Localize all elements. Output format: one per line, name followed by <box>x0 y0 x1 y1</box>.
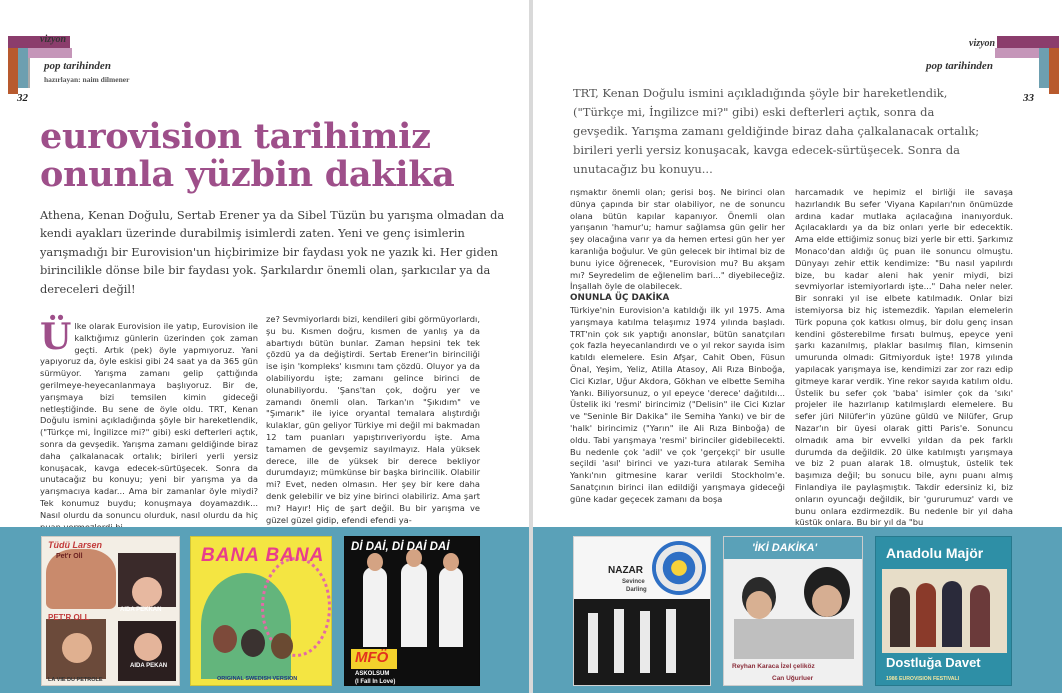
cover-1-line-6: LA VIE DU PETROLE <box>48 677 103 683</box>
left-page <box>0 0 529 693</box>
cover-1-line-4: PET'R OLL <box>48 613 90 622</box>
column-1-text: lke olarak Eurovision ile yatıp, Eurovision ile kalktığımız günlerin üzerinden çok zaman geçti. Artık (pek) öyle yapmıyoruz. Yani yapıyoruz da, öyle eskisi gibi 24 saat ya da 365 gün sürmüyor. Yarışma zamanı gelip çattığında gerilmeye-heyecanlanmaya başlıyoruz. Bir de, yarışmaya bizi temsilen kimin gideceği netleştiğinde. Bu sene de öyle oldu. TRT, Kenan Doğulu ismini açıkladığında şöyle bir hareketlendik, ("Türkçe mi, İngilizce mi?" gibi) eski defterleri açtık, sonra da gevşedik. Yarışma zamanı geldiğinde biraz daha çalkalanacak ortalık; birileri yerli yersiz konuşacak, kavga edecek-sürtüşecek. Sonra da unutacağız bu konuyu; yeni bir yarışma ya da yarışmacıya kadar... Ama bir zamanlar öyle miydi? Tek konumuz buydu; konuşmaya doyamazdık... Nasıl olurdu da sonuncu olurduk, nasıl olurdu da hiç <box>40 321 258 520</box>
column-3-text-b: Türkiye'nin Eurovision'a katıldığı ilk yıl 1975. Ama yarışmaya katılma telaşımız 1974 yılında başladı. TRT'nin çok sık yaptığı anonslar, bütün sanatçıları çok fazla heyecanlandırdı ve o yıl rekor sayıda isim katıldı elemelere. Esin Afşar, Cahit Oben, Füsun Önal, Yeşim, Yeliz, Atilla Atasoy, Ali Rıza Binboğa, Cici Kızlar, Uğur Akdora, Gökhan ve elbette Semiha Yankı. Biliyorsunuz, o yıl epeyce 'derece' dağıtıldı... Üstelik iki 'resmi' birincimiz ("Delisin" ile Cici Kızlar ve "Seninle Bir Dakika" ile Semiha Yankı) ve bir de 'halk' birincimiz ("Yarın" ile Ali Rıza Binboğa) de oldu. Tabi yarışmaya 'resmi' birinciler gidebilecekti. Bu nedenle çok 'adil' ve çok 'gerçekçi' bir usulle seçildi 'asıl' birinci ve yazı-tura atılarak Semiha Yankı'nın gitmesine karar verildi Stockholm'e. Sanatçının birinci ilan edildiği yarışmaya gideceği güne kadar geçecek zamanı da boşa <box>570 304 785 504</box>
cover-4-song: Sevince <box>622 579 645 585</box>
drop-cap: Ü <box>40 316 72 358</box>
series-label: pop tarihinden <box>44 60 111 72</box>
cover-2-subtitle: ORIGINAL SWEDISH VERSION <box>217 676 298 682</box>
cover-6-band: Anadolu Majör <box>886 545 984 561</box>
title-line-1: eurovision tarihimiz <box>40 116 431 157</box>
page-title <box>40 118 455 194</box>
cover-3-title: Dİ DAİ, Dİ DAİ DAİ <box>351 541 450 553</box>
section-label: vizyon <box>40 34 67 45</box>
album-cover-di-dai-di-dai-dai <box>344 536 480 686</box>
cover-3-band: MFÖ <box>355 649 389 666</box>
intro-paragraph: Athena, Kenan Doğulu, Sertab Erener ya da Sibel Tüzün bu yarışma olmadan da kendi ayakları üzerinde durabilmiş isimlerdi zaten. Yeni ve genç isimlerin yarışmadığı bir Eurovision'un hiçbirimize bir faydası yok ne yazık ki. Her giden birincilikle dönse bile bir faydası yok. Şarkılardır önemli olan, şarkıcılar ya da dereceleri değil! <box>40 208 505 296</box>
cover-5-title: 'İKİ DAKİKA' <box>752 542 818 554</box>
subheading-onunla-uc-dakika: ONUNLA ÜÇ DAKİKA <box>570 293 670 304</box>
album-cover-bana-bana <box>190 536 332 686</box>
body-column-2: ze? Sevmiyorlardı bizi, kendileri gibi görmüyorlardı, şu bu. Kısmen doğru, kısmen de yanlış ya da abartıydı bütün bunlar. Zaman hepsini tek tek çözdü ya da değiştirdi. Sertab Erener'in birinciliği ise işin 'kompleks' kısmını tam çözdü. Oluyor ya da olabiliyordu işte; zamanı gelince birinci de olunabiliyordu. 'Şans'tan çok, doğru yer ve zamandı önemli olan. Tarkan'ın "Şıkıdım" ve "Şımarık" ile iyice oryantal temalara alıştırdığı kulaklar, gün geliyor Türkiye mi değil mi bakmadan 12 tam puanları yapıştırıveriyordu işte. Ama tamamen de gevşemiz sayılmayız. Hala yüksek derece, ille de yüksek bir derece bekliyor durumdayız; mümkünse bir başka birincilik. Olabilir mi? Evet, neden olmasın. Her şey bir kere daha denk gelebilir ve biz yine birinci olabiliriz. Ama şart mı? Hayır! Hiç de şart değil. Bu bir yarışma ve güzel güzel gidip, efendi efendi ya- <box>266 314 480 525</box>
cover-3-subtitle: ASKOLSUM <box>355 671 390 677</box>
cover-2-title: BANA BANA <box>201 545 325 566</box>
cover-1-line-5: AIDA PEKAN <box>130 663 168 669</box>
body-column-1 <box>40 316 258 533</box>
cover-3-subtitle-2: (I Fall In Love) <box>355 679 396 685</box>
cover-1-line-3: AIDA PEKKAN <box>120 607 162 613</box>
title-line-2: onunla yüzbin dakika <box>40 154 455 195</box>
cover-1-line-1: Tüdü Larsen <box>48 540 103 550</box>
cover-4-song-2: Darling <box>626 587 647 593</box>
page-number-right: 33 <box>1023 92 1034 104</box>
column-3-text-a: rışmaktır önemli olan; gerisi boş. Ne birinci olan dünya çapında bir star olabiliyor, ne de sonuncu olana bütün kapılar kapanıyor. Önemli olan yarışanın 'hamur'u; hamur sağlamsa gün gelir her şey olacağına varır ya da hemen ertesi gün her yer karanlığa boğulur. Ve gün gelecek bir ihtimal biz de bunu iyice öğrenecek, "Eurovision mu? Bu akşam mı? Seyredelim de eğlenelim bari..." diyebileceğiz. İnşallah öyle de olabilecek. <box>570 187 785 292</box>
body-column-4: harcamadık ve hepimiz el birliği ile savaşa hazırlandık Bu sefer 'Viyana Kapıları'nın önümüzde ardına kadar mutlaka açılacağına inanıyorduk. Açılacaklardı ya da biz onları yerle bir edecektik. Ama elde ettiğimiz sonuç bizi yerle bir etti. Şarkımız Monaco'dan aldığı üç puan ile sonuncu olmuştu. Dünyayı zehir ettik kendimize: "Bu nasıl yapılırdı bize, bu kadar aleni hak yenir miydi, bizi sevmiyorlar istemiyorlardı işte..." Daha neler neler. Bir sonraki yıl ise elbete katılmadık. Onlar bizi istemiyorsa biz hiç istemezdik. Yapılan elemelerin Türk popuna çok katkısı olmuş, bir dolu genç insan kendini gösterebilme fırsatı bulmuş, epeyce yeni şarkı kazanılmış, plaklar basılmış filan, kimsenin umurunda olmadı: Gitmiyorduk işte! 1978 yılında yapılacak yarışmaya ise, kendimizi zar zor razı edip gitmeye karar verdik. Yine rekor sayıda katılım oldu. Üstelik bu sefer çok 'baba' isimler çok da 'sıkı' projeler ile hazırlanıp katılmışlardı elemelere. Bu sefer jüri Nilüfer'in yüzüne güldü ve Nilüfer, Grup Nazar'ın bir üyesi olarak gitti Paris'e. Sonuncu olmadık ama bir evvelki yıldan da pek farklı durumda da değildik. 20 ülke katılmıştı yarışmaya ve biz 2 puan alarak 18. olmuştuk, üstelik tek başımıza değil; bu sonucu bile, aynı puanı almış Finlandiya ile paylaşmıştık. Takdir edersiniz ki, biz onların oyuncağı değildik, bir 'gururumuz' vardı ve bunu onlara ezdirmezdik. Bu nedenle bir yıl daha küstük onlara. Bu bir yıl da "bu <box>795 187 1013 528</box>
album-cover-iki-dakika <box>723 536 863 686</box>
body-column-3 <box>570 187 785 506</box>
page-number-left: 32 <box>17 92 28 104</box>
album-cover-tude-larsen-aida-pekkan <box>41 536 180 686</box>
cover-1-line-2: Pet'r Oll <box>56 553 83 560</box>
corner-decoration-right <box>989 36 1059 94</box>
pull-quote: TRT, Kenan Doğulu ismini açıkladığında şöyle bir hareketlendik, ("Türkçe mi, İngilizce mi?" gibi) eski defterleri açtık, sonra da gevşedik. Yarışma zamanı geldiğinde biraz daha çalkalanacak ortalık; birileri yerli yersiz konuşacak, kavga edecek-sürtüşecek. Sonra da unutacağız bu konuyu... <box>573 86 980 176</box>
byline: hazırlayan: naim dilmener <box>44 75 130 84</box>
right-page <box>533 0 1062 693</box>
section-label-right: vizyon <box>969 38 996 49</box>
cover-6-title: Dostluğa Davet <box>886 655 981 670</box>
cover-4-artist: NAZAR <box>608 565 643 576</box>
album-cover-anadolu-major <box>875 536 1012 686</box>
cover-5-names: Reyhan Karaca İzel çeliköz <box>732 663 815 670</box>
series-label-right: pop tarihinden <box>926 60 993 72</box>
cover-5-names-2: Can Uğurluer <box>772 675 814 682</box>
album-cover-nazar <box>573 536 711 686</box>
cover-6-subtitle: 1986 EUROVISION FESTIVALI <box>886 676 960 682</box>
